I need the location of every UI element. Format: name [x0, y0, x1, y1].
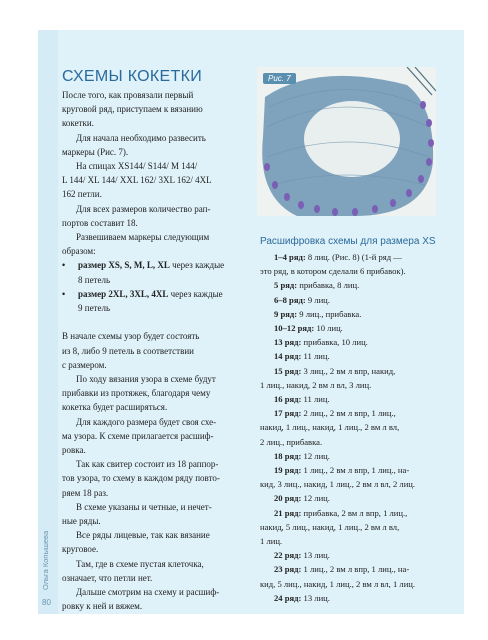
row-label: 23 ряд: [274, 564, 302, 575]
decode-row [260, 562, 444, 590]
bullet-bold: размер XS, S, M, L, XL [78, 260, 170, 271]
row-label: 17 ряд: [274, 408, 302, 419]
text-line: ные ряды. [62, 516, 101, 527]
author-name: Ольга Копышева [41, 530, 50, 590]
bullet-line [62, 287, 262, 301]
text-line: кокетки. [62, 118, 94, 129]
empty-cell-paragraph [62, 557, 262, 585]
pattern-start-paragraph [62, 329, 262, 372]
decode-row [260, 321, 444, 335]
decode-row [260, 392, 444, 406]
text-line: Так как свитер состоит из 18 раппор- [76, 459, 219, 470]
row-continuation [260, 378, 444, 392]
row-first-line [260, 392, 444, 406]
decode-row [260, 548, 444, 562]
row-first-line [260, 562, 444, 576]
row-first-line [260, 335, 444, 349]
text-line: В начале схемы узор будет состоять [62, 331, 200, 342]
bullet-text: через каждые [169, 260, 225, 271]
decode-row [260, 491, 444, 505]
bullet-line [62, 301, 262, 315]
row-first-line [260, 250, 444, 264]
bullet-dot: • [62, 260, 66, 271]
intro-paragraph [62, 88, 262, 131]
yoke-photo [257, 67, 436, 216]
decode-row [260, 449, 444, 463]
row-label: 20 ряд: [274, 493, 302, 504]
row-text: накид, 5 лиц., накид, 1 лиц., 2 вм л вл, [260, 521, 400, 532]
row-text: прибавка, 10 лиц. [303, 337, 368, 348]
row-text: 11 лиц. [303, 394, 330, 405]
section-title: СХЕМЫ КОКЕТКИ [62, 68, 203, 85]
row-first-line [260, 506, 444, 520]
needles-paragraph [62, 159, 262, 202]
row-label: 13 ряд: [274, 337, 302, 348]
text-line: с размером. [62, 359, 107, 370]
text-line: Для каждого размера будет своя схе- [76, 416, 217, 427]
row-first-line [260, 406, 444, 420]
even-odd-paragraph [62, 500, 262, 528]
row-text: 1 лиц., 2 вм л впр, 1 лиц., на- [303, 465, 410, 476]
decode-row [260, 506, 444, 549]
bullet-text: 8 петель [78, 274, 111, 285]
row-text: накид, 1 лиц., накид, 1 лиц., 2 вм л вл, [260, 422, 400, 433]
row-text: 11 лиц. [303, 351, 330, 362]
row-label: 16 ряд: [274, 394, 302, 405]
row-text: прибавка, 2 вм л впр, 1 лиц., [303, 507, 408, 518]
row-text: кид, 3 лиц., накид, 1 лиц., 2 вм л вл, 2 лиц. [260, 479, 416, 490]
size-bullet [62, 287, 262, 315]
row-label: 6–8 ряд: [274, 294, 306, 305]
left-column [62, 68, 262, 614]
row-text: 9 лиц., прибавка. [299, 308, 362, 319]
rapport-paragraph [62, 202, 262, 230]
bullet-line [62, 258, 262, 272]
row-first-line [260, 449, 444, 463]
decode-row [260, 293, 444, 307]
row-text: это ряд, в котором сделали 6 прибавок). [260, 266, 406, 277]
row-text: прибавка, 8 лиц. [299, 280, 360, 291]
bullet-dot: • [62, 288, 66, 299]
row-text: 1 лиц., 2 вм л впр, 1 лиц., на- [303, 564, 410, 575]
row-label: 21 ряд: [274, 507, 302, 518]
increase-paragraph [62, 372, 262, 415]
text-line: кокетка будет расширяться. [62, 402, 168, 413]
text-line: 162 петли. [62, 189, 102, 200]
row-continuation [260, 577, 444, 591]
decode-rows [260, 250, 444, 605]
row-label: 15 ряд: [274, 365, 302, 376]
side-band [38, 30, 58, 614]
row-text: 2 лиц., прибавка. [260, 436, 323, 447]
row-first-line [260, 349, 444, 363]
text-line: круговое. [62, 544, 99, 555]
text-line: ровка. [62, 445, 86, 456]
row-text: 13 лиц. [303, 592, 330, 603]
row-first-line [260, 321, 444, 335]
row-label: 14 ряд: [274, 351, 302, 362]
text-line: тов узора, то схему в каждом ряду повто- [62, 473, 220, 484]
row-text: 1 лиц. [260, 536, 283, 547]
text-line: ровку к ней и вяжем. [62, 601, 143, 612]
bullet-text: через каждые [168, 288, 223, 299]
bullet-text: 9 петель [78, 303, 111, 314]
row-first-line [260, 548, 444, 562]
text-line: прибавки из протяжек, благодаря чему [62, 388, 211, 399]
bullet-bold: размер 2XL, 3XL, 4XL [78, 288, 169, 299]
row-text: 12 лиц. [303, 450, 330, 461]
text-line: образом: [62, 246, 96, 257]
photo-label: Рис. 7 [263, 73, 296, 84]
row-label: 10–12 ряд: [274, 323, 315, 334]
text-line: На спицах XS144/ S144/ M 144/ [76, 161, 198, 172]
text-line: круговой ряд, приступаем к вязанию [62, 104, 203, 115]
row-continuation [260, 520, 444, 534]
text-line: ма узора. К схеме прилагается расшиф- [62, 430, 214, 441]
bullet-line [62, 273, 262, 287]
hang-paragraph [62, 230, 262, 258]
text-line: Развешиваем маркеры следующим [76, 232, 210, 243]
text-line: Дальше смотрим на схему и расшиф- [76, 587, 220, 598]
text-line: По ходу вязания узора в схеме будут [76, 374, 216, 385]
row-label: 5 ряд: [274, 280, 298, 291]
markers-paragraph [62, 131, 262, 159]
text-line: из 8, либо 9 петель в соответствии [62, 345, 194, 356]
row-label: 19 ряд: [274, 465, 302, 476]
row-label: 9 ряд: [274, 308, 298, 319]
text-line: Для всех размеров количество рап- [76, 203, 211, 214]
decode-row [260, 335, 444, 349]
row-continuation [260, 534, 444, 548]
row-label: 24 ряд: [274, 592, 302, 603]
text-line: Для начала необходимо развесить [76, 132, 206, 143]
row-first-line [260, 293, 444, 307]
spacer [62, 315, 262, 329]
row-label: 22 ряд: [274, 550, 302, 561]
row-text: 3 лиц., 2 вм л впр, накид, [303, 365, 396, 376]
row-text: кид, 5 лиц., накид, 1 лиц., 2 вм л вл, 1 лиц. [260, 578, 416, 589]
page-number: 80 [42, 598, 51, 607]
row-first-line [260, 463, 444, 477]
row-first-line [260, 591, 444, 605]
row-continuation [260, 435, 444, 449]
text-line: ряем 18 раз. [62, 487, 109, 498]
further-paragraph [62, 585, 262, 613]
book-page [38, 30, 464, 614]
row-first-line [260, 307, 444, 321]
row-text: 2 лиц., 2 вм л впр, 1 лиц., [303, 408, 396, 419]
row-text: 12 лиц. [303, 493, 330, 504]
all-rows-paragraph [62, 528, 262, 556]
row-text: 8 лиц. (Рис. 8) (1-й ряд — [307, 252, 402, 262]
row-label: 1–4 ряд: [274, 252, 306, 262]
text-line: После того, как провязали первый [62, 90, 194, 100]
text-line: Там, где в схеме пустая клеточка, [76, 558, 204, 569]
text-line: портов составит 18. [62, 217, 138, 228]
row-first-line [260, 364, 444, 378]
text-line: маркеры (Рис. 7). [62, 146, 129, 157]
decode-row [260, 406, 444, 449]
text-line: означает, что петли нет. [62, 572, 153, 583]
row-text: 1 лиц., накид, 2 вм л вл, 3 лиц. [260, 379, 372, 390]
text-line: L 144/ XL 144/ XXL 162/ 3XL 162/ 4XL [62, 175, 212, 186]
decode-row [260, 364, 444, 392]
decode-row [260, 250, 444, 278]
row-text: 10 лиц. [316, 323, 343, 334]
row-first-line [260, 278, 444, 292]
row-label: 18 ряд: [274, 450, 302, 461]
row-text: 9 лиц. [307, 294, 330, 305]
knitted-yoke-image [257, 67, 436, 216]
sweater-paragraph [62, 457, 262, 500]
decode-row [260, 463, 444, 491]
text-line: Все ряды лицевые, так как вязание [76, 530, 210, 541]
row-first-line [260, 491, 444, 505]
decode-row [260, 278, 444, 292]
own-scheme-paragraph [62, 415, 262, 458]
decode-title: Расшифровка схемы для размера XS [260, 236, 436, 247]
size-bullet [62, 258, 262, 286]
row-text: 13 лиц. [303, 550, 330, 561]
row-continuation [260, 264, 444, 278]
decode-row [260, 307, 444, 321]
decode-row [260, 591, 444, 605]
right-column [260, 235, 444, 605]
row-continuation [260, 477, 444, 491]
row-continuation [260, 420, 444, 434]
decode-row [260, 349, 444, 363]
text-line: В схеме указаны и четные, и нечет- [76, 501, 212, 512]
